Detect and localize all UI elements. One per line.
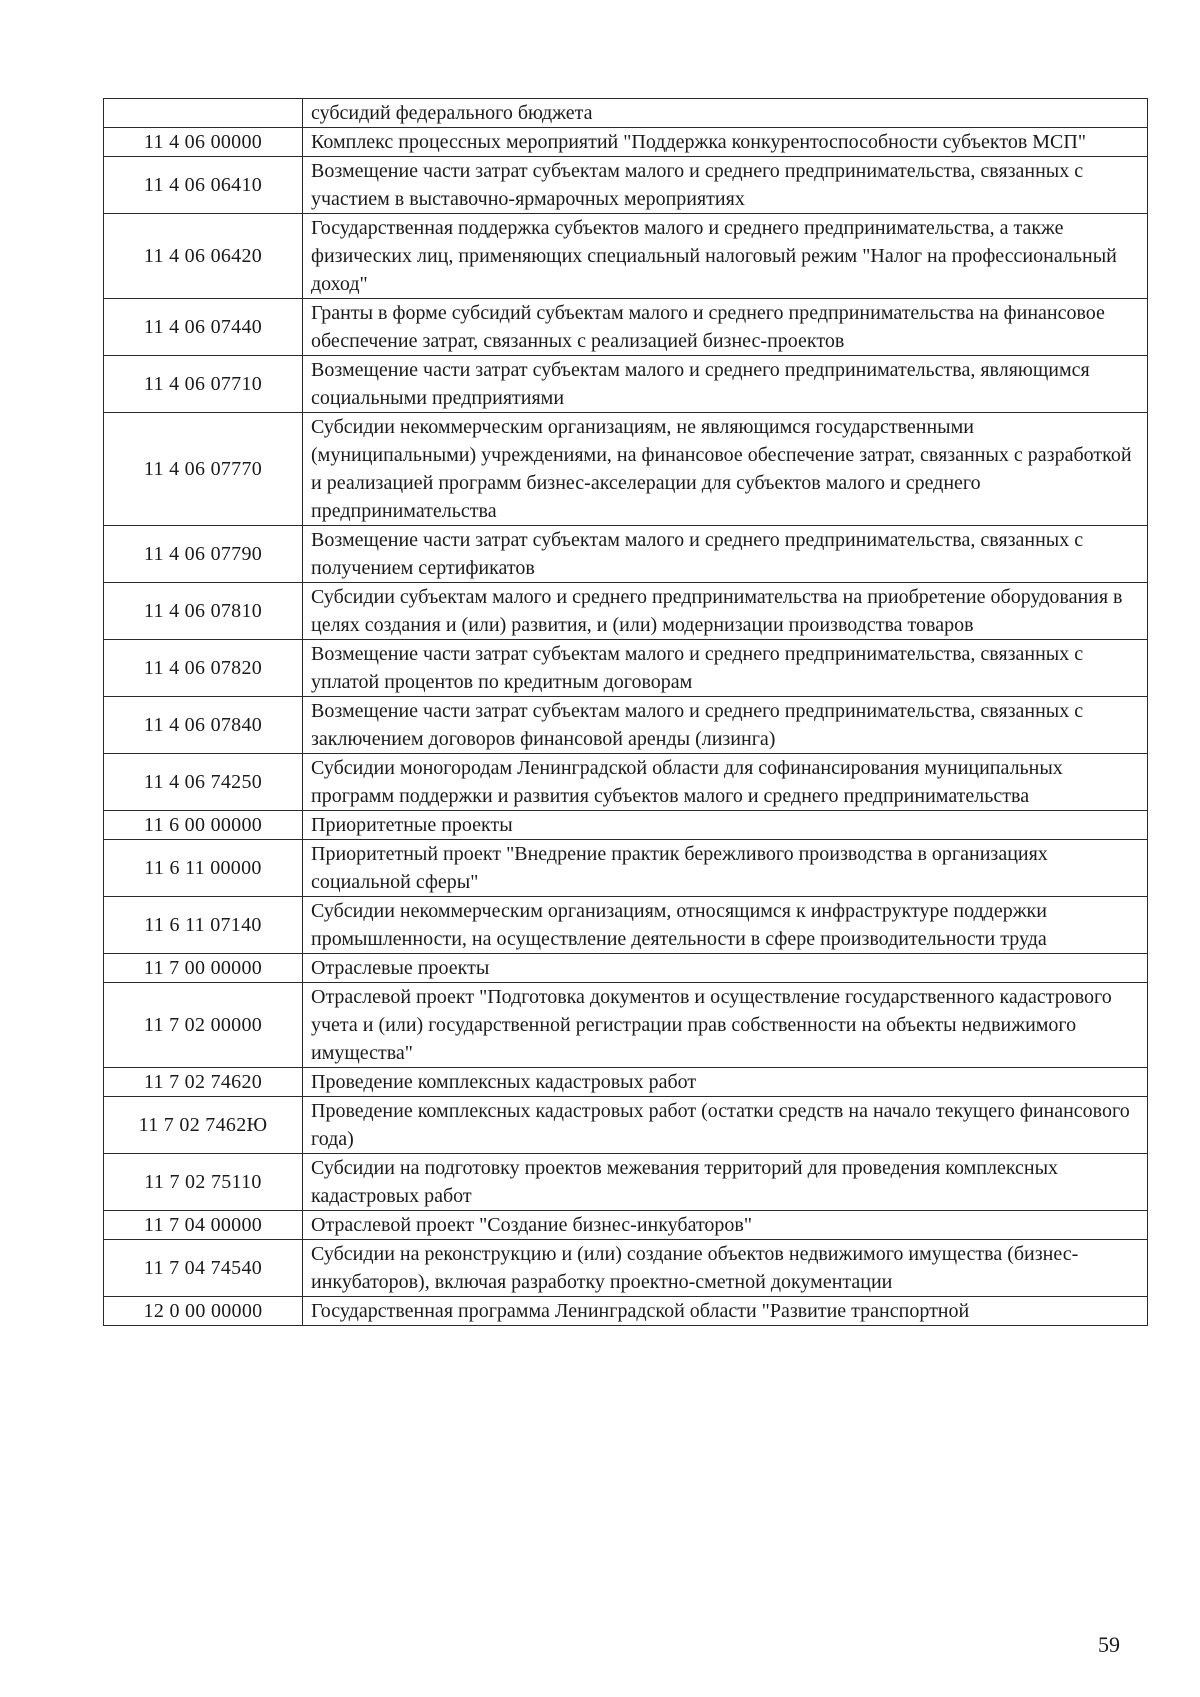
- code-cell: 11 4 06 07710: [104, 356, 303, 413]
- description-cell: Субсидии субъектам малого и среднего предпринимательства на приобретение оборудования в целях создания и (или) развития, и (или) модернизации производства товаров: [303, 583, 1148, 640]
- code-cell: 11 7 02 74620: [104, 1068, 303, 1097]
- description-cell: Возмещение части затрат субъектам малого и среднего предпринимательства, связанных с получением сертификатов: [303, 526, 1148, 583]
- table-row: [104, 413, 1148, 526]
- table-row: [104, 299, 1148, 356]
- description-cell: Возмещение части затрат субъектам малого и среднего предпринимательства, связанных с заключением договоров финансовой аренды (лизинга): [303, 697, 1148, 754]
- code-cell: 11 7 00 00000: [104, 954, 303, 983]
- description-cell: Возмещение части затрат субъектам малого и среднего предпринимательства, связанных с участием в выставочно-ярмарочных мероприятиях: [303, 157, 1148, 214]
- table-row: [104, 157, 1148, 214]
- code-cell: 11 7 04 74540: [104, 1240, 303, 1297]
- table-row: [104, 1211, 1148, 1240]
- description-cell: Возмещение части затрат субъектам малого и среднего предпринимательства, являющимся социальными предприятиями: [303, 356, 1148, 413]
- code-cell: 11 7 02 75110: [104, 1154, 303, 1211]
- description-cell: Приоритетные проекты: [303, 811, 1148, 840]
- table-row: [104, 99, 1148, 128]
- table-row: [104, 811, 1148, 840]
- code-cell: 11 6 00 00000: [104, 811, 303, 840]
- code-cell: 11 4 06 06410: [104, 157, 303, 214]
- code-cell: 11 6 11 00000: [104, 840, 303, 897]
- code-cell: 11 4 06 07790: [104, 526, 303, 583]
- description-cell: Отраслевой проект "Подготовка документов и осуществление государственного кадастрового учета и (или) государственной регистрации прав собственности на объекты недвижимого имущества": [303, 983, 1148, 1068]
- description-cell: Субсидии моногородам Ленинградской области для софинансирования муниципальных программ поддержки и развития субъектов малого и среднего предпринимательства: [303, 754, 1148, 811]
- table-row: [104, 526, 1148, 583]
- code-cell: 11 4 06 07820: [104, 640, 303, 697]
- table-row: [104, 583, 1148, 640]
- description-cell: Проведение комплексных кадастровых работ (остатки средств на начало текущего финансового года): [303, 1097, 1148, 1154]
- table-row: [104, 840, 1148, 897]
- table-row: [104, 983, 1148, 1068]
- budget-classification-table: [103, 98, 1148, 1326]
- table-row: [104, 1297, 1148, 1326]
- description-cell: Субсидии некоммерческим организациям, относящимся к инфраструктуре поддержки промышленности, на осуществление деятельности в сфере производительности труда: [303, 897, 1148, 954]
- table-row: [104, 1097, 1148, 1154]
- description-cell: Государственная программа Ленинградской области "Развитие транспортной: [303, 1297, 1148, 1326]
- description-cell: Субсидии на подготовку проектов межевания территорий для проведения комплексных кадастровых работ: [303, 1154, 1148, 1211]
- code-cell: 11 4 06 06420: [104, 214, 303, 299]
- description-cell: Приоритетный проект "Внедрение практик бережливого производства в организациях социальной сферы": [303, 840, 1148, 897]
- table-row: [104, 1068, 1148, 1097]
- code-cell: 11 6 11 07140: [104, 897, 303, 954]
- code-cell: 11 7 04 00000: [104, 1211, 303, 1240]
- table-row: [104, 954, 1148, 983]
- table-row: [104, 1154, 1148, 1211]
- code-cell: 11 4 06 07440: [104, 299, 303, 356]
- description-cell: Отраслевые проекты: [303, 954, 1148, 983]
- description-cell: Проведение комплексных кадастровых работ: [303, 1068, 1148, 1097]
- code-cell: 11 4 06 74250: [104, 754, 303, 811]
- table-row: [104, 1240, 1148, 1297]
- code-cell: 11 4 06 07810: [104, 583, 303, 640]
- table-row: [104, 128, 1148, 157]
- description-cell: Отраслевой проект "Создание бизнес-инкубаторов": [303, 1211, 1148, 1240]
- code-cell: 11 4 06 00000: [104, 128, 303, 157]
- code-cell: 12 0 00 00000: [104, 1297, 303, 1326]
- table-row: [104, 356, 1148, 413]
- code-cell: 11 7 02 00000: [104, 983, 303, 1068]
- description-cell: Субсидии некоммерческим организациям, не являющимся государственными (муниципальными) учреждениями, на финансовое обеспечение затрат, связанных с разработкой и реализацией программ бизнес-акселерации для субъектов малого и среднего предпринимательства: [303, 413, 1148, 526]
- table-row: [104, 640, 1148, 697]
- table-body: [104, 99, 1148, 1326]
- description-cell: Субсидии на реконструкцию и (или) создание объектов недвижимого имущества (бизнес-инкубаторов), включая разработку проектно-сметной документации: [303, 1240, 1148, 1297]
- code-cell: 11 4 06 07770: [104, 413, 303, 526]
- table-row: [104, 697, 1148, 754]
- description-cell: Возмещение части затрат субъектам малого и среднего предпринимательства, связанных с уплатой процентов по кредитным договорам: [303, 640, 1148, 697]
- description-cell: субсидий федерального бюджета: [303, 99, 1148, 128]
- table-row: [104, 754, 1148, 811]
- code-cell: 11 7 02 7462Ю: [104, 1097, 303, 1154]
- code-cell: [104, 99, 303, 128]
- description-cell: Гранты в форме субсидий субъектам малого и среднего предпринимательства на финансовое обеспечение затрат, связанных с реализацией бизнес-проектов: [303, 299, 1148, 356]
- description-cell: Государственная поддержка субъектов малого и среднего предпринимательства, а также физических лиц, применяющих специальный налоговый режим "Налог на профессиональный доход": [303, 214, 1148, 299]
- table-row: [104, 897, 1148, 954]
- page-number: 59: [1098, 1632, 1120, 1657]
- table-row: [104, 214, 1148, 299]
- description-cell: Комплекс процессных мероприятий "Поддержка конкурентоспособности субъектов МСП": [303, 128, 1148, 157]
- code-cell: 11 4 06 07840: [104, 697, 303, 754]
